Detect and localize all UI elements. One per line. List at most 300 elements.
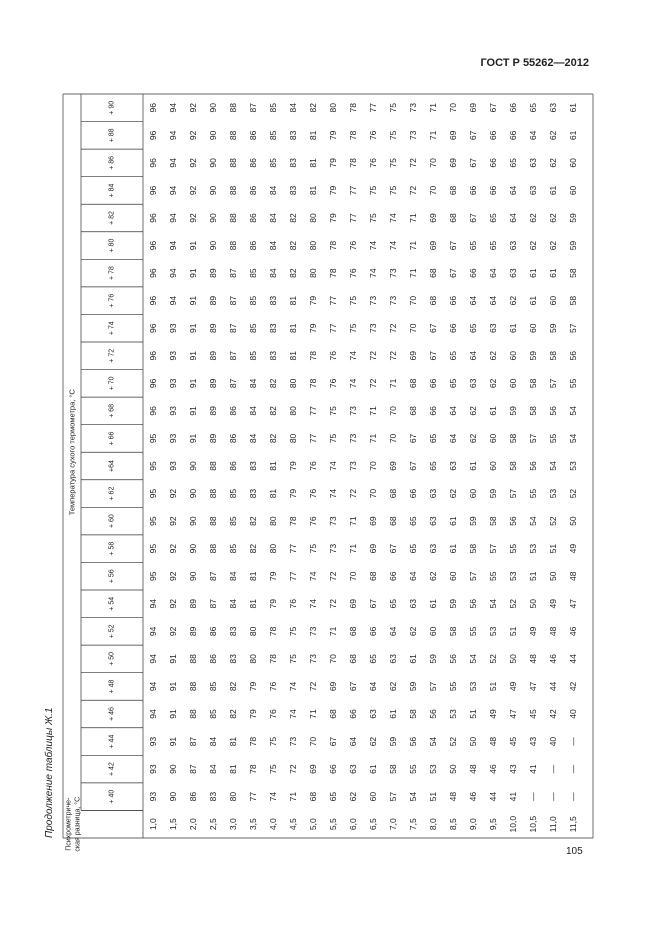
humidity-value: 50 [448,764,458,774]
humidity-value: 75 [288,626,298,637]
humidity-value: 71 [288,791,298,802]
humidity-value: 58 [388,764,398,774]
humidity-value: 73 [348,461,358,471]
humidity-value: 86 [248,185,258,196]
humidity-value: 65 [488,240,498,251]
humidity-value: 69 [328,681,338,692]
humidity-value: 83 [288,185,298,196]
temperature-label: + 66 [108,431,116,446]
humidity-value: 57 [488,543,498,554]
page-number: 105 [566,846,583,857]
humidity-value: 70 [388,433,398,444]
humidity-value: 63 [408,599,418,609]
humidity-value: 80 [288,378,298,389]
humidity-value: 83 [268,323,278,333]
humidity-value: 67 [468,130,478,141]
humidity-value: 60 [488,433,498,444]
humidity-value: — [568,792,578,801]
humidity-value: 68 [408,406,418,416]
psychrometric-difference: 3,5 [248,818,258,831]
humidity-value: 77 [328,295,338,306]
humidity-value: 82 [268,433,278,444]
humidity-value: 61 [468,461,478,471]
humidity-value: 56 [548,406,558,416]
humidity-value: 92 [168,571,178,581]
humidity-value: 90 [208,103,218,113]
humidity-value: 77 [328,323,338,333]
humidity-value: 60 [528,323,538,333]
humidity-value: 45 [508,736,518,747]
humidity-value: 64 [348,736,358,747]
psychrometric-difference: 11,0 [548,816,558,833]
humidity-value: 92 [168,516,178,526]
humidity-value: 65 [448,378,458,389]
humidity-value: 57 [468,571,478,581]
humidity-value: 60 [428,626,438,637]
humidity-value: 95 [148,488,158,499]
humidity-value: 66 [488,185,498,196]
humidity-value: 88 [228,103,238,113]
humidity-value: 49 [528,626,538,637]
humidity-value: 89 [188,626,198,637]
humidity-value: 74 [288,681,298,692]
humidity-value: 63 [388,654,398,664]
humidity-value: 90 [188,571,198,581]
humidity-value: 86 [248,213,258,223]
humidity-value: 67 [448,240,458,251]
humidity-value: 61 [408,654,418,664]
humidity-value: 51 [468,709,478,719]
humidity-value: 85 [248,268,258,278]
humidity-value: 70 [408,323,418,333]
humidity-value: 62 [348,791,358,802]
humidity-value: 65 [448,351,458,361]
psychrometric-header-line2: ская разница, °С [74,796,82,852]
humidity-value: 90 [188,543,198,554]
humidity-value: 91 [188,351,198,361]
humidity-value: 86 [228,406,238,416]
humidity-value: 52 [448,736,458,747]
humidity-value: 83 [228,626,238,637]
humidity-value: 96 [148,240,158,251]
humidity-value: 78 [308,351,318,361]
humidity-value: 92 [188,130,198,141]
humidity-value: 81 [288,295,298,306]
humidity-value: 74 [328,488,338,499]
humidity-value: 65 [428,433,438,444]
humidity-value: 78 [248,764,258,774]
humidity-value: 85 [228,488,238,499]
humidity-value: 80 [308,268,318,278]
temperature-label: + 82 [108,211,116,225]
humidity-value: 52 [548,516,558,526]
humidity-value: — [548,792,558,801]
humidity-value: 96 [148,103,158,113]
humidity-value: 61 [368,764,378,774]
humidity-value: 76 [268,681,278,692]
humidity-value: 71 [408,268,418,278]
humidity-value: 72 [388,323,398,333]
humidity-value: 68 [428,268,438,278]
humidity-value: 64 [488,295,498,306]
humidity-value: 45 [528,709,538,719]
humidity-value: 65 [428,461,438,471]
humidity-value: 72 [408,158,418,168]
humidity-value: 90 [168,791,178,802]
humidity-value: 53 [548,488,558,499]
temperature-label: + 54 [108,596,116,611]
humidity-value: 54 [488,599,498,609]
humidity-value: 62 [548,213,558,223]
humidity-value: 65 [388,599,398,609]
temperature-group-header: Температура сухого термометра, °С [67,389,77,516]
humidity-value: 72 [348,488,358,499]
humidity-value: 60 [568,185,578,196]
humidity-value: 96 [148,158,158,168]
humidity-value: 63 [508,240,518,251]
temperature-label: + 60 [108,514,116,529]
humidity-value: 67 [388,543,398,554]
humidity-value: 74 [328,461,338,471]
humidity-value: 56 [568,351,578,361]
humidity-value: 96 [148,378,158,389]
humidity-value: 82 [268,378,278,389]
humidity-value: 59 [468,516,478,526]
humidity-value: 62 [388,681,398,692]
humidity-value: 79 [268,599,278,609]
humidity-value: 84 [268,240,278,251]
humidity-value: 58 [548,351,558,361]
humidity-value: 60 [508,351,518,361]
humidity-value: 66 [348,709,358,719]
humidity-value: 73 [388,295,398,306]
humidity-value: 55 [568,378,578,389]
humidity-value: 59 [568,213,578,223]
humidity-value: 50 [468,736,478,747]
humidity-value: 79 [288,488,298,499]
temperature-label: + 56 [108,569,116,584]
humidity-value: 80 [308,240,318,251]
humidity-value: 67 [408,433,418,444]
humidity-value: 47 [568,599,578,609]
humidity-value: 66 [508,103,518,113]
humidity-value: 77 [368,103,378,113]
humidity-value: 68 [368,571,378,581]
psychrometric-difference: 1,0 [148,818,158,831]
humidity-value: 94 [168,268,178,278]
humidity-value: 64 [528,130,538,141]
humidity-value: 55 [548,433,558,444]
temperature-label: + 48 [108,679,116,694]
humidity-value: 69 [428,213,438,223]
humidity-value: 67 [468,158,478,168]
humidity-value: 74 [308,599,318,609]
humidity-value: 63 [368,709,378,719]
humidity-value: 90 [208,240,218,251]
humidity-value: 57 [568,323,578,333]
humidity-value: 40 [568,709,578,719]
humidity-value: 77 [248,791,258,802]
humidity-value: 87 [228,351,238,361]
humidity-value: 50 [548,571,558,581]
humidity-value: 73 [408,103,418,113]
temperature-label: + 62 [108,486,116,501]
psychrometric-difference: 2,5 [208,818,218,831]
humidity-value: 75 [368,213,378,223]
humidity-value: 41 [508,791,518,802]
humidity-value: 58 [568,295,578,306]
humidity-value: 65 [408,543,418,554]
humidity-value: 48 [488,736,498,747]
psychrometric-difference: 5,0 [308,818,318,831]
humidity-value: 55 [468,626,478,637]
humidity-value: 66 [428,406,438,416]
humidity-value: 67 [328,736,338,747]
temperature-label: + 84 [108,183,116,198]
humidity-value: 87 [228,323,238,333]
humidity-value: 63 [428,488,438,499]
humidity-value: 79 [328,213,338,223]
humidity-value: 69 [408,351,418,361]
temperature-label: + 58 [108,541,116,556]
humidity-value: 91 [168,681,178,692]
humidity-value: 84 [268,268,278,278]
humidity-value: 71 [368,433,378,444]
psychrometric-difference: 6,0 [348,818,358,831]
humidity-value: 85 [268,130,278,141]
humidity-value: 76 [328,378,338,389]
humidity-value: 83 [228,654,238,664]
humidity-value: 89 [208,433,218,444]
humidity-value: 64 [368,681,378,692]
humidity-value: 90 [188,488,198,499]
humidity-value: 71 [388,378,398,389]
humidity-value: 85 [268,158,278,168]
humidity-value: 75 [268,764,278,774]
humidity-value: 54 [408,791,418,802]
humidity-value: 83 [248,488,258,499]
humidity-value: 61 [548,185,558,196]
humidity-value: 61 [488,406,498,416]
humidity-value: 64 [448,406,458,416]
humidity-value: 72 [288,764,298,774]
humidity-value: 92 [188,103,198,113]
psychrometric-difference: 3,0 [228,818,238,831]
humidity-value: 93 [148,736,158,747]
humidity-value: 68 [388,516,398,526]
humidity-value: 81 [308,130,318,141]
humidity-value: 71 [328,626,338,637]
humidity-value: 84 [228,599,238,609]
humidity-value: 78 [268,654,278,664]
humidity-value: 76 [308,488,318,499]
humidity-value: 44 [548,681,558,692]
humidity-value: 91 [188,295,198,306]
humidity-value: 68 [408,378,418,389]
humidity-value: 91 [188,433,198,444]
humidity-value: 74 [368,268,378,278]
humidity-value: 62 [368,736,378,747]
psychrometric-difference: 7,5 [408,818,418,831]
humidity-value: 91 [188,268,198,278]
humidity-value: 84 [288,103,298,113]
psychrometric-difference: 6,5 [368,818,378,831]
humidity-value: 81 [228,736,238,747]
temperature-label: + 74 [108,321,116,336]
humidity-value: 75 [388,103,398,113]
humidity-value: 49 [548,599,558,609]
humidity-value: 96 [148,351,158,361]
humidity-value: 66 [468,268,478,278]
humidity-value: 59 [528,351,538,361]
humidity-value: 83 [268,295,278,306]
humidity-value: 67 [348,681,358,692]
humidity-value: 93 [168,378,178,389]
humidity-value: 86 [208,626,218,637]
humidity-value: 48 [548,626,558,637]
psychrometric-difference: 10,5 [528,815,538,833]
humidity-value: 87 [208,599,218,609]
psychrometric-difference: 1,5 [168,818,178,831]
humidity-value: 65 [468,323,478,333]
humidity-value: 81 [288,351,298,361]
temperature-label: + 72 [108,348,116,363]
humidity-value: 62 [528,240,538,251]
humidity-value: 72 [368,378,378,389]
humidity-value: 58 [508,461,518,471]
humidity-value: 76 [328,351,338,361]
humidity-value: 68 [448,213,458,223]
humidity-value: 69 [448,158,458,168]
humidity-value: 95 [148,461,158,471]
humidity-value: 96 [148,295,158,306]
humidity-value: 93 [168,461,178,471]
humidity-value: 84 [248,433,258,444]
humidity-value: 87 [248,103,258,113]
humidity-value: 91 [188,378,198,389]
humidity-value: 59 [548,323,558,333]
humidity-value: 85 [228,516,238,526]
psychrometric-difference: 11,5 [568,816,578,833]
humidity-value: 49 [488,709,498,719]
humidity-value: 66 [488,158,498,168]
humidity-value: 88 [208,543,218,554]
humidity-value: 52 [488,654,498,664]
humidity-value: 64 [508,213,518,223]
humidity-value: 40 [548,736,558,747]
humidity-value: 62 [408,626,418,637]
humidity-value: 87 [228,378,238,389]
humidity-value: 81 [308,158,318,168]
humidity-value: 77 [288,571,298,581]
humidity-value: 70 [388,406,398,416]
humidity-value: 88 [228,158,238,168]
humidity-value: — [548,764,558,774]
humidity-value: 67 [428,351,438,361]
humidity-value: 79 [328,130,338,141]
humidity-value: 87 [208,571,218,581]
humidity-value: 94 [168,295,178,306]
humidity-value: 81 [308,185,318,196]
humidity-value: 64 [388,626,398,637]
humidity-value: 90 [208,130,218,141]
humidity-value: 66 [508,130,518,141]
humidity-value: 73 [328,516,338,526]
humidity-value: 69 [368,543,378,554]
humidity-value: 50 [508,654,518,664]
humidity-value: 72 [408,185,418,196]
humidity-value: 61 [428,599,438,609]
humidity-value: 86 [188,791,198,802]
humidity-value: 68 [308,791,318,802]
humidity-value: 51 [488,681,498,692]
humidity-value: 71 [428,103,438,113]
humidity-value: 64 [408,571,418,581]
psychrometric-difference: 10,0 [508,815,518,833]
humidity-value: 58 [408,709,418,719]
humidity-value: 67 [408,461,418,471]
humidity-value: 59 [428,654,438,664]
humidity-value: 58 [488,516,498,526]
humidity-value: 82 [228,709,238,719]
humidity-value: 68 [348,626,358,637]
humidity-value: 76 [368,130,378,141]
humidity-value: 82 [248,516,258,526]
humidity-value: 76 [348,268,358,278]
humidity-value: 86 [248,130,258,141]
humidity-value: 77 [288,543,298,554]
humidity-value: 87 [228,268,238,278]
humidity-value: 55 [408,764,418,774]
humidity-value: 48 [448,791,458,802]
humidity-value: 68 [388,488,398,499]
humidity-value: 93 [148,791,158,802]
humidity-value: 94 [168,130,178,141]
humidity-value: 54 [548,461,558,471]
humidity-value: 42 [568,681,578,692]
humidity-value: 76 [368,158,378,168]
humidity-value: 57 [548,378,558,389]
humidity-value: 82 [248,543,258,554]
humidity-value: 79 [308,323,318,333]
humidity-value: 71 [428,130,438,141]
table-continuation-caption: Продолжение таблицы Ж.1 [44,707,55,838]
humidity-value: 53 [568,461,578,471]
humidity-value: 61 [388,709,398,719]
humidity-value: 75 [328,406,338,416]
humidity-value: 88 [208,461,218,471]
temperature-label: + 86 [108,155,116,170]
humidity-value: 65 [368,654,378,664]
humidity-value: 93 [168,323,178,333]
humidity-value: 60 [448,571,458,581]
temperature-label: + 78 [108,266,116,281]
humidity-value: 80 [228,791,238,802]
humidity-value: 66 [428,378,438,389]
humidity-value: 73 [288,736,298,747]
psychrometric-difference: 9,5 [488,818,498,831]
humidity-value: 91 [188,406,198,416]
humidity-value: 62 [508,295,518,306]
humidity-value: 86 [228,433,238,444]
temperature-label: + 50 [108,651,116,666]
humidity-value: 91 [188,323,198,333]
humidity-value: 53 [488,626,498,637]
temperature-label: + 40 [108,789,116,804]
humidity-value: 88 [188,681,198,692]
humidity-value: 56 [528,461,538,471]
humidity-value: 94 [168,240,178,251]
